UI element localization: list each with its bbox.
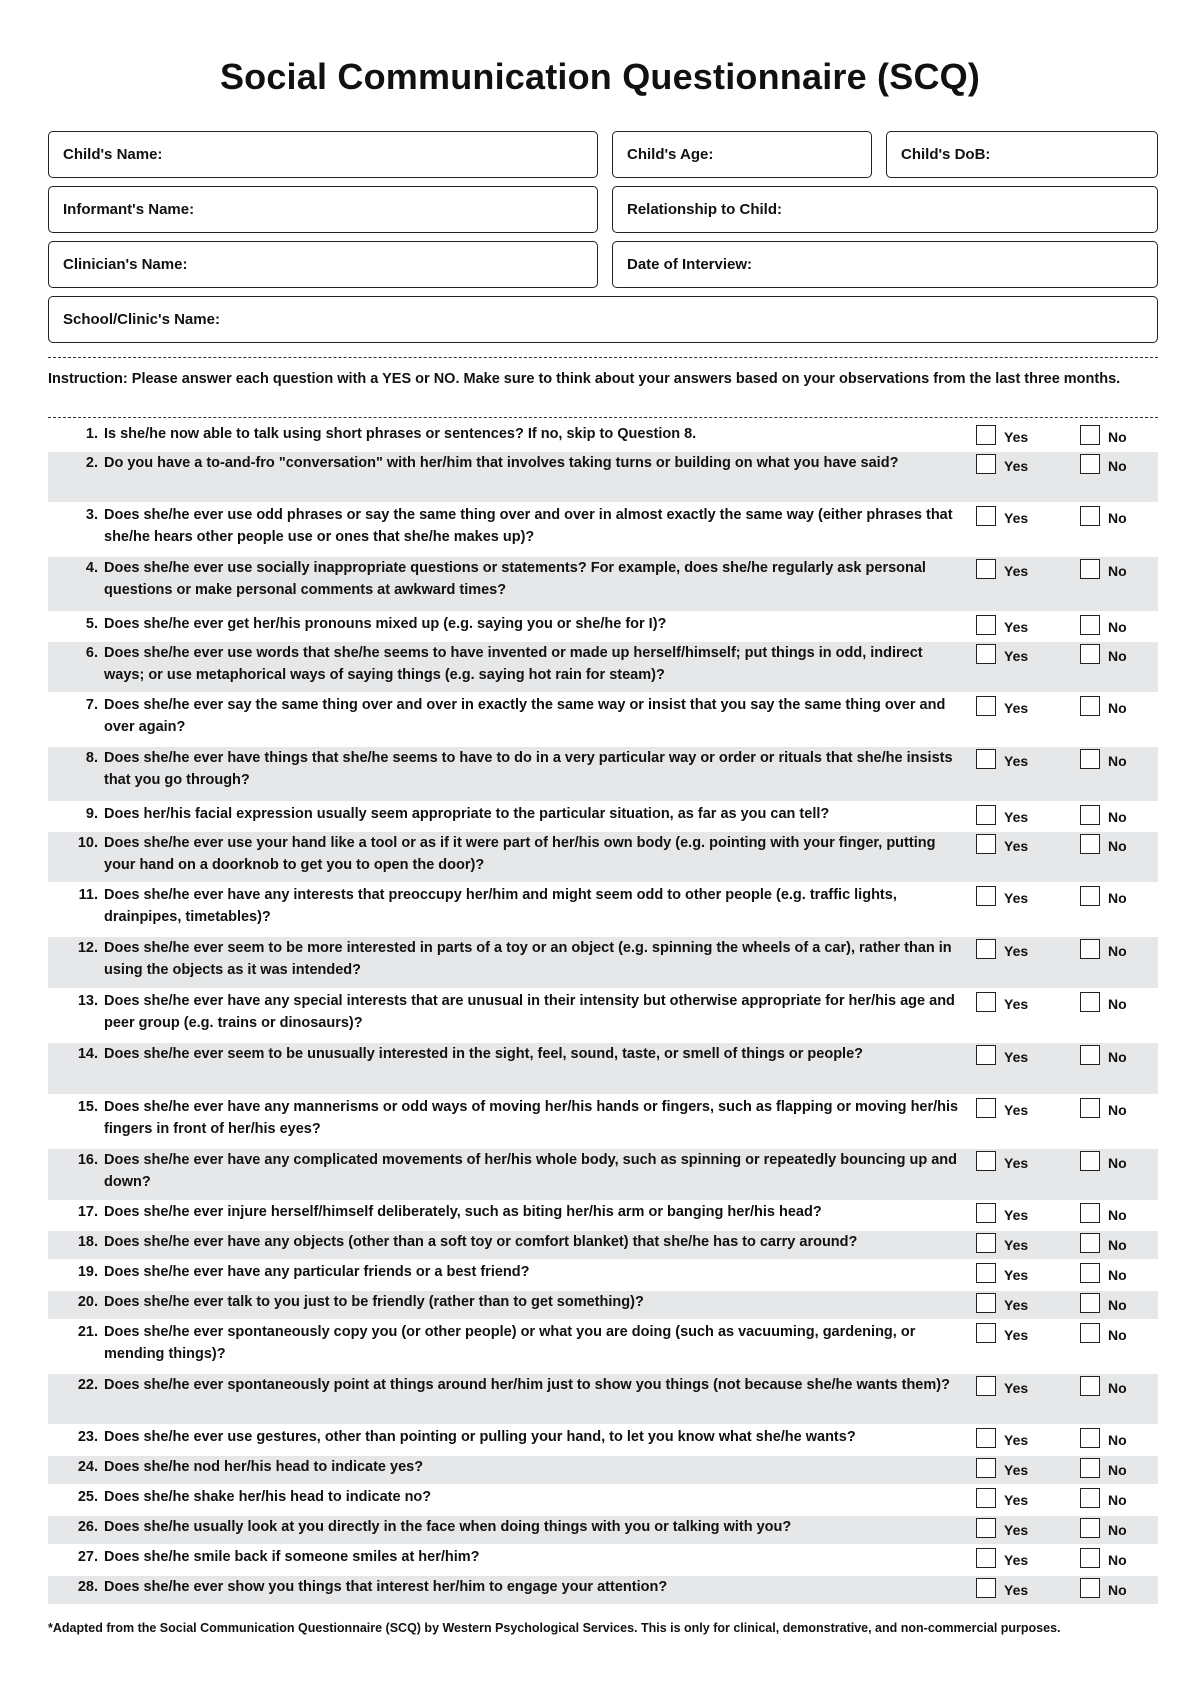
no-label: No [1108, 1552, 1127, 1568]
yes-checkbox[interactable] [976, 1045, 996, 1065]
yes-checkbox[interactable] [976, 805, 996, 825]
question-row [48, 613, 1158, 640]
question-number: 26. [77, 1519, 98, 1535]
no-option[interactable] [1080, 888, 1127, 908]
divider-top [48, 357, 1158, 358]
question-number: 6. [85, 645, 98, 661]
question-text: Does she/he ever have any complicated movements of her/his whole body, such as spinning or repeatedly bouncing up and down? [104, 1152, 958, 1190]
no-checkbox[interactable] [1080, 1263, 1100, 1283]
no-option[interactable] [1080, 1325, 1127, 1345]
yes-option[interactable] [976, 1490, 1028, 1510]
child-age-label: Child's Age: [627, 146, 714, 163]
question-row [48, 1096, 1158, 1147]
no-option[interactable] [1080, 1520, 1127, 1540]
no-checkbox[interactable] [1080, 1376, 1100, 1396]
no-option[interactable] [1080, 1235, 1127, 1255]
question-text: Does she/he ever show you things that interest her/him to engage your attention? [104, 1579, 668, 1595]
no-option[interactable] [1080, 1100, 1127, 1120]
informant-name-label: Informant's Name: [63, 201, 195, 218]
yes-checkbox[interactable] [976, 1323, 996, 1343]
question-number: 7. [85, 697, 98, 713]
yes-option[interactable] [976, 1460, 1028, 1480]
yes-option[interactable] [976, 807, 1028, 827]
no-option[interactable] [1080, 1490, 1127, 1510]
yes-checkbox[interactable] [976, 1458, 996, 1478]
yes-label: Yes [1004, 1327, 1029, 1343]
no-checkbox[interactable] [1080, 834, 1100, 854]
question-number: 22. [77, 1377, 98, 1393]
question-row [48, 937, 1158, 988]
question-text: Is she/he now able to talk using short phrases or sentences? If no, skip to Question 8. [104, 426, 697, 442]
no-checkbox[interactable] [1080, 559, 1100, 579]
question-number: 27. [77, 1549, 98, 1565]
yes-checkbox[interactable] [976, 1548, 996, 1568]
question-text: Does she/he usually look at you directly in the face when doing things with you or talking with you? [104, 1519, 792, 1535]
no-checkbox[interactable] [1080, 1203, 1100, 1223]
question-row [48, 1201, 1158, 1229]
yes-checkbox[interactable] [976, 1151, 996, 1171]
question-number: 9. [85, 806, 98, 822]
no-label: No [1108, 890, 1127, 906]
school-name-label: School/Clinic's Name: [63, 311, 220, 328]
no-checkbox[interactable] [1080, 749, 1100, 769]
yes-option[interactable] [976, 1378, 1028, 1398]
no-option[interactable] [1080, 617, 1127, 637]
no-option[interactable] [1080, 1580, 1127, 1600]
yes-label: Yes [1004, 1492, 1029, 1508]
question-text: Does she/he ever have any interests that preoccupy her/him and might seem odd to other people (e.g. traffic lights, drainpipes, timetables)? [104, 887, 897, 925]
no-label: No [1108, 1267, 1127, 1283]
question-text: Does she/he ever use gestures, other than pointing or pulling your hand, to let you know what she/he wants? [104, 1429, 856, 1445]
question-number: 1. [85, 426, 98, 442]
question-text: Does she/he ever have any objects (other than a soft toy or comfort blanket) that she/he has to carry around? [104, 1234, 858, 1250]
yes-option[interactable] [976, 1430, 1028, 1450]
question-row [48, 423, 1158, 451]
yes-checkbox[interactable] [976, 696, 996, 716]
yes-label: Yes [1004, 890, 1029, 906]
yes-option[interactable] [976, 994, 1028, 1014]
yes-option[interactable] [976, 1580, 1028, 1600]
question-row [48, 452, 1158, 502]
question-row [48, 504, 1158, 555]
no-option[interactable] [1080, 994, 1127, 1014]
question-row [48, 990, 1158, 1041]
yes-checkbox[interactable] [976, 1263, 996, 1283]
question-row [48, 1576, 1158, 1604]
no-option[interactable] [1080, 836, 1127, 856]
no-option[interactable] [1080, 456, 1127, 476]
no-option[interactable] [1080, 1265, 1127, 1285]
yes-option[interactable] [976, 836, 1028, 856]
yes-checkbox[interactable] [976, 1293, 996, 1313]
yes-label: Yes [1004, 838, 1029, 854]
yes-label: Yes [1004, 458, 1029, 474]
question-text: Does she/he ever use odd phrases or say the same thing over and over in almost exactly the same way (either phrases that she/he hears other people use or ones that she/he makes up)? [104, 507, 953, 545]
no-label: No [1108, 1049, 1127, 1065]
question-text: Does she/he ever spontaneously copy you (or other people) or what you are doing (such as vacuuming, gardening, or mending things)? [104, 1324, 916, 1362]
question-number: 13. [77, 993, 98, 1009]
no-label: No [1108, 1492, 1127, 1508]
question-text: Does she/he ever have any mannerisms or odd ways of moving her/his hands or fingers, such as flapping or moving her/his fingers in front of her/his eyes? [104, 1099, 959, 1137]
question-number: 14. [77, 1046, 98, 1062]
no-checkbox[interactable] [1080, 644, 1100, 664]
question-text: Does she/he ever use socially inappropriate questions or statements? For example, does she/he regularly ask personal questions or make personal comments at awkward times? [104, 560, 926, 598]
yes-option[interactable] [976, 1550, 1028, 1570]
no-label: No [1108, 563, 1127, 579]
yes-option[interactable] [976, 1265, 1028, 1285]
question-row [48, 1516, 1158, 1544]
yes-option[interactable] [976, 646, 1028, 666]
yes-label: Yes [1004, 1552, 1029, 1568]
question-row [48, 1456, 1158, 1484]
no-checkbox[interactable] [1080, 1293, 1100, 1313]
yes-label: Yes [1004, 619, 1029, 635]
no-label: No [1108, 838, 1127, 854]
yes-label: Yes [1004, 700, 1029, 716]
question-text: Does she/he nod her/his head to indicate yes? [104, 1459, 424, 1475]
yes-option[interactable] [976, 617, 1028, 637]
yes-label: Yes [1004, 429, 1029, 445]
yes-checkbox[interactable] [976, 425, 996, 445]
no-option[interactable] [1080, 1153, 1127, 1173]
question-number: 12. [77, 940, 98, 956]
yes-option[interactable] [976, 1100, 1028, 1120]
yes-label: Yes [1004, 510, 1029, 526]
instruction-text: Instruction: Please answer each question with a YES or NO. Make sure to think about your answers based on your observations from the last three months. [48, 371, 1121, 387]
yes-label: Yes [1004, 1380, 1029, 1396]
yes-option[interactable] [976, 1205, 1028, 1225]
no-option[interactable] [1080, 1047, 1127, 1067]
no-option[interactable] [1080, 646, 1127, 666]
child-dob-field[interactable] [886, 131, 1158, 178]
question-number: 19. [77, 1264, 98, 1280]
question-row [48, 1043, 1158, 1094]
no-checkbox[interactable] [1080, 506, 1100, 526]
question-number: 21. [77, 1324, 98, 1340]
yes-option[interactable] [976, 1153, 1028, 1173]
child-name-field[interactable] [48, 131, 598, 178]
question-text: Does her/his facial expression usually seem appropriate to the particular situation, as far as you can tell? [104, 806, 830, 822]
child-age-field[interactable] [612, 131, 872, 178]
question-row [48, 1374, 1158, 1424]
yes-label: Yes [1004, 809, 1029, 825]
question-row [48, 557, 1158, 611]
no-checkbox[interactable] [1080, 425, 1100, 445]
yes-label: Yes [1004, 996, 1029, 1012]
no-label: No [1108, 700, 1127, 716]
question-number: 18. [77, 1234, 98, 1250]
no-label: No [1108, 1432, 1127, 1448]
no-checkbox[interactable] [1080, 1488, 1100, 1508]
no-option[interactable] [1080, 1295, 1127, 1315]
question-number: 16. [77, 1152, 98, 1168]
question-number: 8. [85, 750, 98, 766]
yes-label: Yes [1004, 1297, 1029, 1313]
yes-label: Yes [1004, 1522, 1029, 1538]
no-checkbox[interactable] [1080, 1098, 1100, 1118]
informant-name-field[interactable] [48, 186, 598, 233]
no-checkbox[interactable] [1080, 805, 1100, 825]
no-label: No [1108, 996, 1127, 1012]
no-label: No [1108, 648, 1127, 664]
question-number: 2. [85, 455, 98, 471]
yes-label: Yes [1004, 1049, 1029, 1065]
yes-option[interactable] [976, 698, 1028, 718]
no-checkbox[interactable] [1080, 615, 1100, 635]
yes-option[interactable] [976, 427, 1028, 447]
no-label: No [1108, 510, 1127, 526]
no-option[interactable] [1080, 1460, 1127, 1480]
question-text: Does she/he ever use your hand like a tool or as if it were part of her/his own body (e.g. pointing with your finger, putting your hand on a doorknob to get you to open the door)? [104, 835, 936, 873]
date-of-interview-label: Date of Interview: [627, 256, 753, 273]
no-label: No [1108, 753, 1127, 769]
yes-label: Yes [1004, 1155, 1029, 1171]
child-dob-label: Child's DoB: [901, 146, 991, 163]
yes-option[interactable] [976, 888, 1028, 908]
question-row [48, 694, 1158, 745]
yes-checkbox[interactable] [976, 506, 996, 526]
yes-option[interactable] [976, 508, 1028, 528]
no-checkbox[interactable] [1080, 939, 1100, 959]
no-checkbox[interactable] [1080, 1045, 1100, 1065]
yes-checkbox[interactable] [976, 1376, 996, 1396]
question-text: Does she/he shake her/his head to indicate no? [104, 1489, 432, 1505]
yes-label: Yes [1004, 1237, 1029, 1253]
question-row [48, 832, 1158, 882]
yes-option[interactable] [976, 1295, 1028, 1315]
question-row [48, 1291, 1158, 1319]
clinician-name-label: Clinician's Name: [63, 256, 188, 273]
no-label: No [1108, 1237, 1127, 1253]
question-text: Does she/he ever seem to be more interested in parts of a toy or an object (e.g. spinning the wheels of a car), rather than in using the objects as it was intended? [104, 940, 952, 978]
question-number: 10. [77, 835, 98, 851]
question-text: Does she/he ever have any special interests that are unusual in their intensity but otherwise appropriate for her/his age and peer group (e.g. trains or dinosaurs)? [104, 993, 955, 1031]
no-label: No [1108, 1522, 1127, 1538]
question-number: 11. [78, 887, 98, 903]
no-label: No [1108, 1380, 1127, 1396]
no-checkbox[interactable] [1080, 696, 1100, 716]
yes-label: Yes [1004, 648, 1029, 664]
no-option[interactable] [1080, 1205, 1127, 1225]
no-checkbox[interactable] [1080, 454, 1100, 474]
question-row [48, 884, 1158, 935]
question-row [48, 747, 1158, 801]
yes-checkbox[interactable] [976, 1098, 996, 1118]
question-number: 20. [77, 1294, 98, 1310]
question-text: Does she/he smile back if someone smiles at her/him? [104, 1549, 480, 1565]
relationship-field[interactable] [612, 186, 1158, 233]
question-row [48, 1231, 1158, 1259]
question-text: Do you have a to-and-fro "conversation" with her/him that involves taking turns or building on what you have said? [104, 455, 899, 471]
question-number: 28. [77, 1579, 98, 1595]
no-checkbox[interactable] [1080, 886, 1100, 906]
no-option[interactable] [1080, 698, 1127, 718]
question-text: Does she/he ever seem to be unusually interested in the sight, feel, sound, taste, or smell of things or people? [104, 1046, 863, 1062]
question-text: Does she/he ever get her/his pronouns mixed up (e.g. saying you or she/he for I)? [104, 616, 667, 632]
no-label: No [1108, 1207, 1127, 1223]
question-text: Does she/he ever have things that she/he seems to have to do in a very particular way or order or rituals that she/he insists that you go through? [104, 750, 953, 788]
question-row [48, 1546, 1158, 1574]
relationship-label: Relationship to Child: [627, 201, 782, 218]
no-checkbox[interactable] [1080, 1578, 1100, 1598]
question-number: 4. [85, 560, 98, 576]
no-option[interactable] [1080, 751, 1127, 771]
no-label: No [1108, 458, 1127, 474]
question-text: Does she/he ever say the same thing over and over in exactly the same way or insist that you say the same thing over and over again? [104, 697, 946, 735]
question-text: Does she/he ever use words that she/he seems to have invented or made up herself/himself; put things in odd, indirect ways; or use metaphorical ways of saying things (e.g. saying hot rain for steam)? [104, 645, 923, 683]
yes-checkbox[interactable] [976, 1203, 996, 1223]
yes-label: Yes [1004, 563, 1029, 579]
question-text: Does she/he ever spontaneously point at things around her/him just to show you things (not because she/he wants them)? [104, 1377, 950, 1393]
page-title: Social Communication Questionnaire (SCQ) [219, 56, 981, 97]
no-label: No [1108, 1102, 1127, 1118]
question-number: 23. [77, 1429, 98, 1445]
question-number: 17. [77, 1204, 98, 1220]
yes-option[interactable] [976, 751, 1028, 771]
yes-checkbox[interactable] [976, 886, 996, 906]
question-row [48, 642, 1158, 692]
yes-option[interactable] [976, 1047, 1028, 1067]
yes-option[interactable] [976, 1325, 1028, 1345]
no-label: No [1108, 429, 1127, 445]
no-option[interactable] [1080, 427, 1127, 447]
no-label: No [1108, 1462, 1127, 1478]
footer-note: *Adapted from the Social Communication Questionnaire (SCQ) by Western Psychological Services. This is only for clinical, demonstrative, and non-commercial purposes. [48, 1621, 1061, 1635]
no-checkbox[interactable] [1080, 1458, 1100, 1478]
no-label: No [1108, 809, 1127, 825]
question-row [48, 1321, 1158, 1372]
question-number: 3. [85, 507, 98, 523]
yes-checkbox[interactable] [976, 559, 996, 579]
question-text: Does she/he ever talk to you just to be friendly (rather than to get something)? [104, 1294, 644, 1310]
question-number: 5. [85, 616, 98, 632]
no-checkbox[interactable] [1080, 1428, 1100, 1448]
question-row [48, 1426, 1158, 1454]
yes-label: Yes [1004, 1267, 1029, 1283]
no-option[interactable] [1080, 1430, 1127, 1450]
no-label: No [1108, 1155, 1127, 1171]
no-option[interactable] [1080, 508, 1127, 528]
yes-checkbox[interactable] [976, 1233, 996, 1253]
no-label: No [1108, 619, 1127, 635]
yes-label: Yes [1004, 753, 1029, 769]
no-option[interactable] [1080, 561, 1127, 581]
yes-checkbox[interactable] [976, 834, 996, 854]
no-label: No [1108, 1327, 1127, 1343]
no-checkbox[interactable] [1080, 1233, 1100, 1253]
date-of-interview-field[interactable] [612, 241, 1158, 288]
no-checkbox[interactable] [1080, 1548, 1100, 1568]
yes-checkbox[interactable] [976, 615, 996, 635]
no-option[interactable] [1080, 1378, 1127, 1398]
yes-option[interactable] [976, 456, 1028, 476]
no-checkbox[interactable] [1080, 1518, 1100, 1538]
no-checkbox[interactable] [1080, 1323, 1100, 1343]
school-name-field[interactable] [48, 296, 1158, 343]
no-checkbox[interactable] [1080, 992, 1100, 1012]
yes-checkbox[interactable] [976, 1578, 996, 1598]
yes-option[interactable] [976, 1235, 1028, 1255]
yes-option[interactable] [976, 941, 1028, 961]
no-option[interactable] [1080, 941, 1127, 961]
yes-label: Yes [1004, 1582, 1029, 1598]
question-row [48, 803, 1158, 830]
yes-checkbox[interactable] [976, 992, 996, 1012]
question-number: 24. [77, 1459, 98, 1475]
no-option[interactable] [1080, 1550, 1127, 1570]
yes-label: Yes [1004, 1102, 1029, 1118]
yes-checkbox[interactable] [976, 1518, 996, 1538]
yes-checkbox[interactable] [976, 1488, 996, 1508]
no-label: No [1108, 1582, 1127, 1598]
yes-label: Yes [1004, 1462, 1029, 1478]
question-text: Does she/he ever injure herself/himself deliberately, such as biting her/his arm or banging her/his head? [104, 1204, 822, 1220]
yes-option[interactable] [976, 1520, 1028, 1540]
question-row [48, 1486, 1158, 1514]
no-checkbox[interactable] [1080, 1151, 1100, 1171]
no-label: No [1108, 1297, 1127, 1313]
yes-label: Yes [1004, 1207, 1029, 1223]
question-number: 15. [77, 1099, 98, 1115]
yes-checkbox[interactable] [976, 644, 996, 664]
yes-checkbox[interactable] [976, 1428, 996, 1448]
yes-label: Yes [1004, 943, 1029, 959]
yes-checkbox[interactable] [976, 749, 996, 769]
question-text: Does she/he ever have any particular friends or a best friend? [104, 1264, 530, 1280]
child-name-label: Child's Name: [63, 146, 163, 163]
no-label: No [1108, 943, 1127, 959]
yes-checkbox[interactable] [976, 454, 996, 474]
no-option[interactable] [1080, 807, 1127, 827]
yes-checkbox[interactable] [976, 939, 996, 959]
question-row [48, 1261, 1158, 1289]
question-number: 25. [77, 1489, 98, 1505]
divider-bottom [48, 417, 1158, 418]
clinician-name-field[interactable] [48, 241, 598, 288]
yes-option[interactable] [976, 561, 1028, 581]
question-row [48, 1149, 1158, 1200]
yes-label: Yes [1004, 1432, 1029, 1448]
